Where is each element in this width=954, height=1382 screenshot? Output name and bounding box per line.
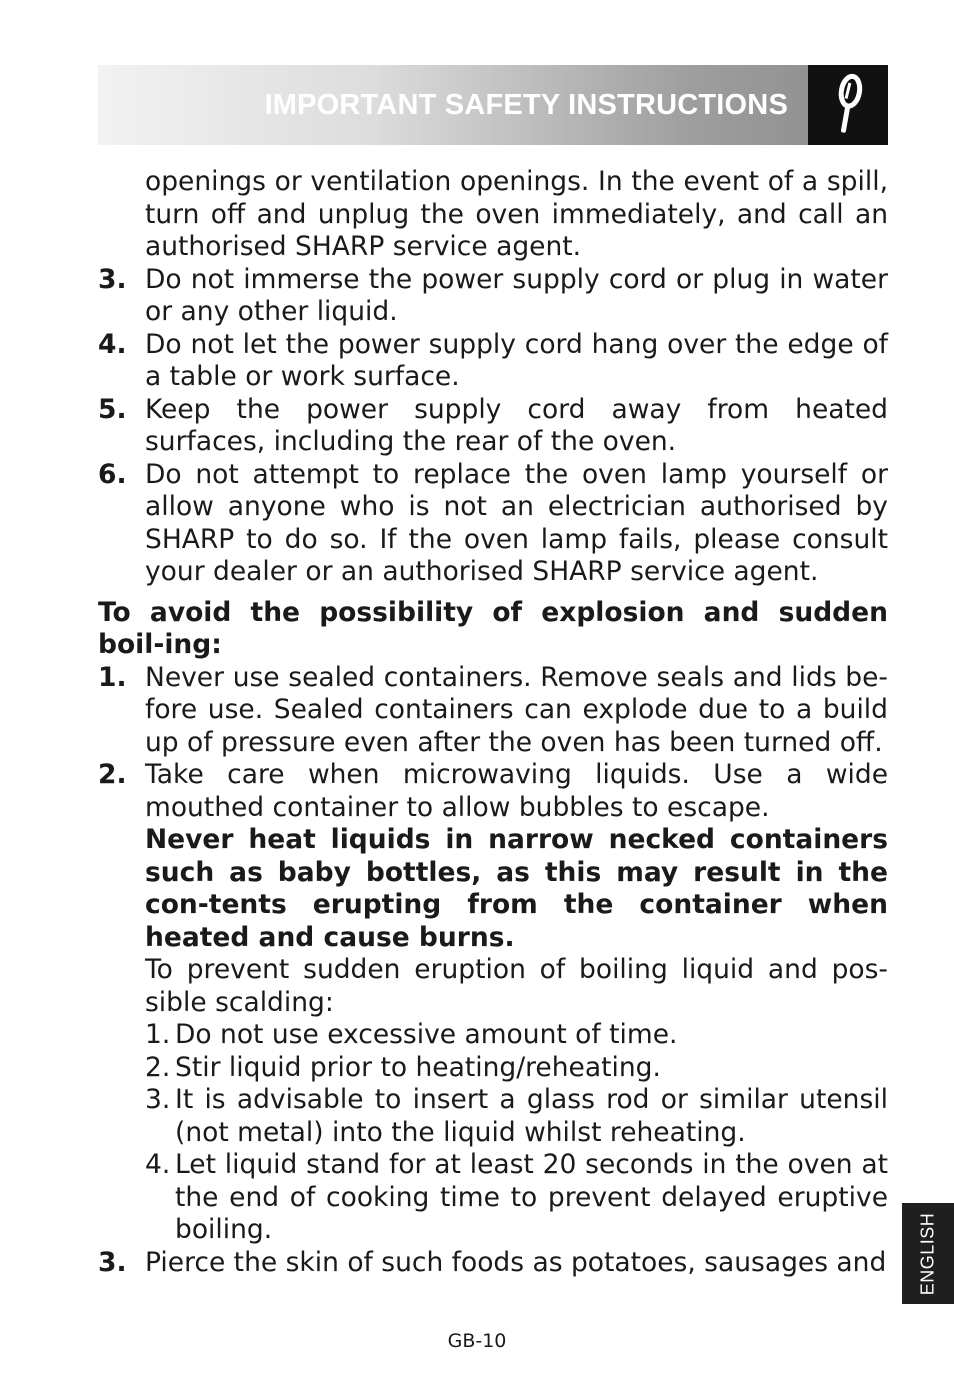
list-item [98, 394, 888, 459]
liquids-text: Take care when microwaving liquids. Use a wide mouthed container to allow bubbles to escape. [145, 759, 888, 823]
sub-item-text: Do not use excessive amount of time. [175, 1019, 678, 1050]
instructions-body [98, 166, 888, 1279]
list-item [98, 329, 888, 394]
item-text: Do not immerse the power supply cord or plug in water or any other liquid. [145, 263, 888, 327]
sub-item-number: 1. [145, 1019, 171, 1050]
list-item [98, 759, 888, 1247]
exclamation-mark-icon [830, 73, 866, 137]
page-header [98, 65, 888, 145]
item-text: Never use sealed containers. Remove seals and lids be-fore use. Sealed containers can explode due to a build up of pressure even after the oven has been turned off. [145, 661, 888, 758]
list-item [98, 264, 888, 329]
sub-list-item [145, 1052, 888, 1085]
item-number: 4. [98, 328, 127, 360]
page-number: GB-10 [447, 1330, 507, 1352]
header-title: IMPORTANT SAFETY INSTRUCTIONS [264, 89, 788, 121]
sub-item-text: It is advisable to insert a glass rod or similar utensil (not metal) into the liquid whilst reheating. [175, 1084, 888, 1148]
item-number: 2. [98, 759, 127, 790]
prevent-intro-text: To prevent sudden eruption of boiling liquid and pos-sible scalding: [145, 954, 888, 1018]
sub-item-text: Stir liquid prior to heating/reheating. [175, 1051, 661, 1083]
item-number: 3. [98, 263, 127, 295]
item-number: 5. [98, 393, 127, 425]
item-number: 1. [98, 661, 127, 693]
list-item [98, 662, 888, 760]
item-text [145, 759, 888, 824]
sub-list-item [145, 1084, 888, 1149]
sub-item-text: Let liquid stand for at least 20 seconds in the oven at the end of cooking time to prevent delayed eruptive boiling. [175, 1149, 888, 1245]
warning-text: Never heat liquids in narrow necked containers such as baby bottles, as this may result in the con-tents erupting from the container when heated and cause burns. [145, 824, 888, 953]
item-number: 3. [98, 1246, 127, 1278]
item-number: 6. [98, 458, 127, 490]
warning-icon-box [808, 65, 888, 145]
language-tab-label: ENGLISH [917, 1212, 938, 1295]
continuation-text: openings or ventilation openings. In the event of a spill, turn off and unplug the oven immediately, and call an authorised SHARP service agent. [145, 166, 888, 262]
sub-item-number: 3. [145, 1084, 171, 1115]
sub-list-item [145, 1149, 888, 1247]
sub-item-number: 4. [145, 1149, 171, 1180]
sub-item-number: 2. [145, 1051, 171, 1083]
item-text: Do not let the power supply cord hang over the edge of a table or work surface. [145, 328, 888, 392]
list-item [98, 1247, 888, 1280]
list-item [98, 459, 888, 589]
item-text: Keep the power supply cord away from heated surfaces, including the rear of the oven. [145, 393, 888, 457]
item-text: Do not attempt to replace the oven lamp yourself or allow anyone who is not an electrician authorised by SHARP to do so. If the oven lamp fails, please consult your dealer or an authorised SHARP service agent. [145, 458, 888, 587]
section-heading: To avoid the possibility of explosion and sudden boil-ing: [98, 596, 888, 660]
item-text: Pierce the skin of such foods as potatoes, sausages and [145, 1246, 887, 1278]
language-tab [902, 1203, 954, 1304]
sub-list-item [145, 1019, 888, 1052]
